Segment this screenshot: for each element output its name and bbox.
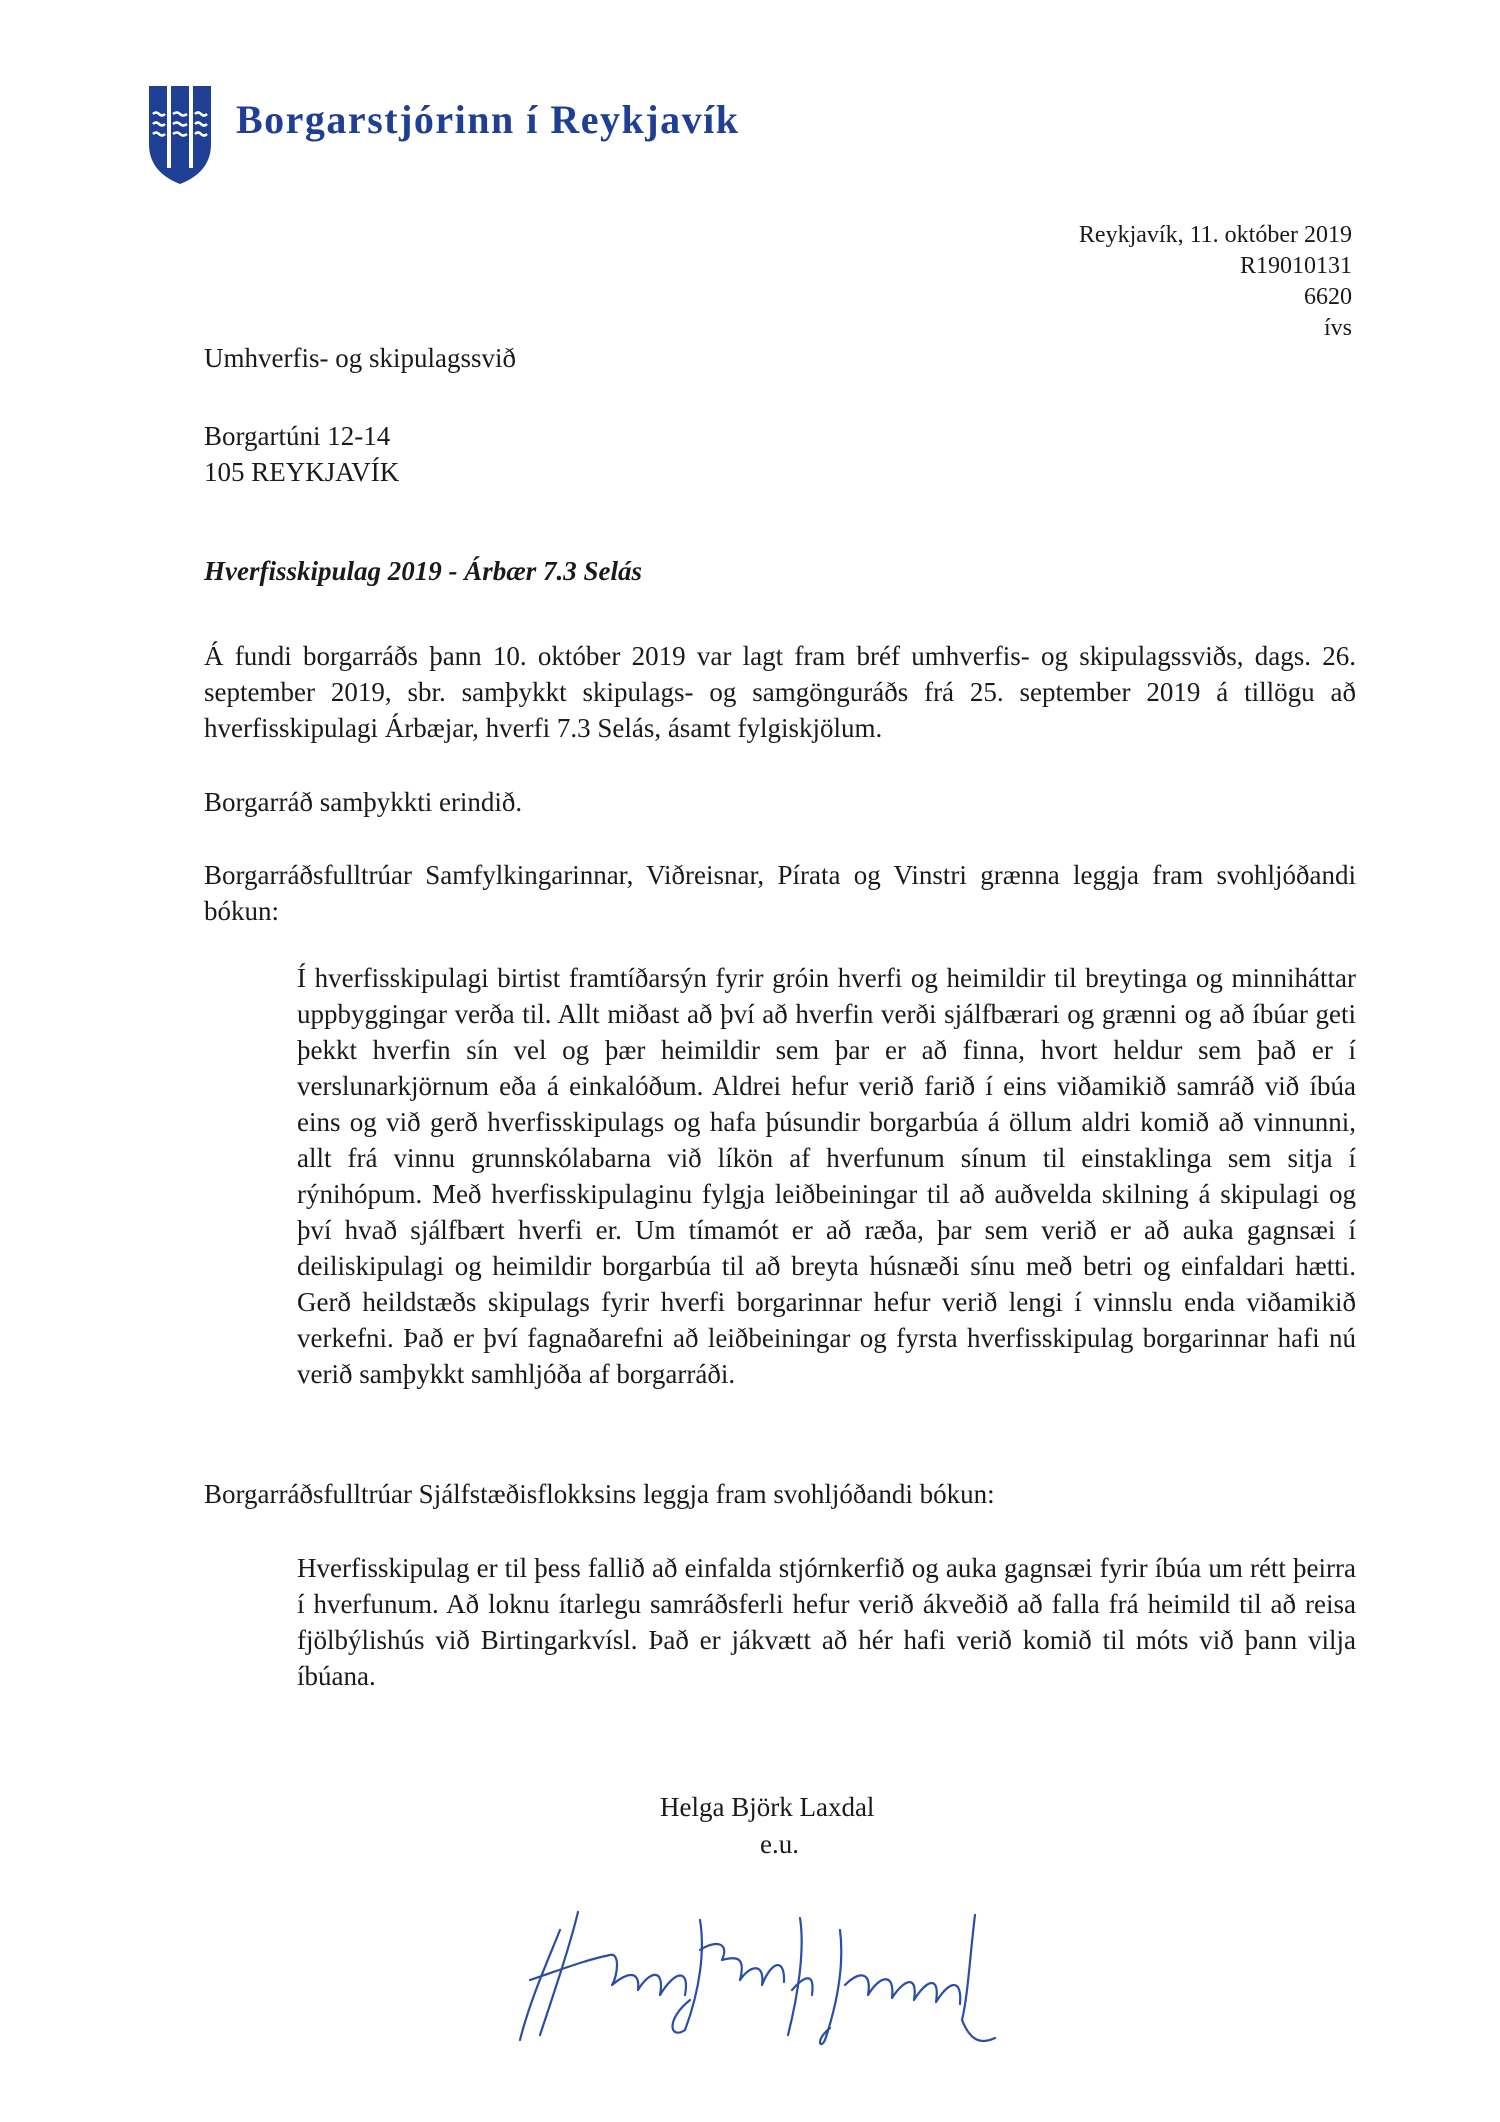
date-line: Reykjavík, 11. október 2019 (1078, 222, 1352, 248)
body-paragraph: Borgarráðsfulltrúar Sjálfstæðisflokksins leggja fram svohljóðandi bókun: (204, 1479, 995, 1509)
case-number: R19010131 (1239, 253, 1352, 279)
quoted-statement: Hverfisskipulag er til þess fallið að einfalda stjórnkerfið og auka gagnsæi fyrir íbúa um rétt þeirra í hverfunum. Að loknu ítarlegu samráðsferli hefur verið ákveðið að falla frá heimild til að reisa fjölbýlishús við Birtingarkvísl. Það er jákvætt að hér hafi verið komið til móts við þann vilja íbúana. (297, 1553, 1356, 1691)
signatory-suffix: e.u. (760, 1829, 799, 1859)
letter-subject: Hverfisskipulag 2019 - Árbær 7.3 Selás (204, 556, 643, 586)
body-paragraph: Borgarráðsfulltrúar Samfylkingarinnar, Viðreisnar, Pírata og Vinstri grænna leggja fram svohljóðandi bókun: (204, 860, 1356, 926)
org-name: Borgarstjórinn í Reykjavík (236, 97, 740, 142)
signatory-name: Helga Björk Laxdal (660, 1792, 875, 1822)
handwritten-signature (500, 1900, 1020, 2050)
body-paragraph: Á fundi borgarráðs þann 10. október 2019 var lagt fram bréf umhverfis- og skipulagssviðs, dags. 26. september 2019, sbr. samþykkt skipulags- og samgönguráðs frá 25. september 2019 á tillögu að hverfisskipulagi Árbæjar, hverfi 7.3 Selás, ásamt fylgiskjölum. (204, 641, 1356, 743)
reference-code: 6620 (1304, 284, 1352, 310)
letter-meta (1079, 220, 1352, 344)
recipient-city: 105 REYKJAVÍK (204, 457, 400, 487)
recipient-department: Umhverfis- og skipulagssvið (204, 343, 516, 373)
quoted-statement: Í hverfisskipulagi birtist framtíðarsýn fyrir gróin hverfi og heimildir til breytinga og minniháttar uppbyggingar verða til. Allt miðast að því að hverfin verði sjálfbærari og grænni og að íbúar geti þekkt hverfin sín vel og þær heimildir sem þar er að finna, hvort heldur sem það er í verslunarkjörnum eða á einkalóðum. Aldrei hefur verið farið í eins viðamikið samráð við íbúa eins og við gerð hverfisskipulags og hafa þúsundir borgarbúa á öllum aldri komið að vinnunni, allt frá vinnu grunnskólabarna við líkön af hverfunum sínum til einstaklinga sem sitja í rýnihópum. Með hverfisskipulaginu fylgja leiðbeiningar til að auðvelda skilning á skipulagi og því hvað sjálfbært hverfi er. Um tímamót er að ræða, þar sem verið er að auka gagnsæi í deiliskipulagi og heimildir borgarbúa til að breyta húsnæði sínu með betri og einfaldari hætti. Gerð heildstæðs skipulags fyrir hverfi borgarinnar hefur verið lengi í vinnslu enda viðamikið verkefni. Það er því fagnaðarefni að leiðbeiningar og fyrsta hverfisskipulag borgarinnar hafi nú verið samþykkt samhljóða af borgarráði. (297, 963, 1356, 1389)
body-paragraph: Borgarráð samþykkti erindið. (204, 787, 523, 817)
recipient-address (204, 418, 399, 490)
author-initials: ívs (1323, 315, 1352, 341)
recipient-street: Borgartúni 12-14 (204, 421, 391, 451)
reykjavik-coat-of-arms-icon (147, 84, 213, 186)
